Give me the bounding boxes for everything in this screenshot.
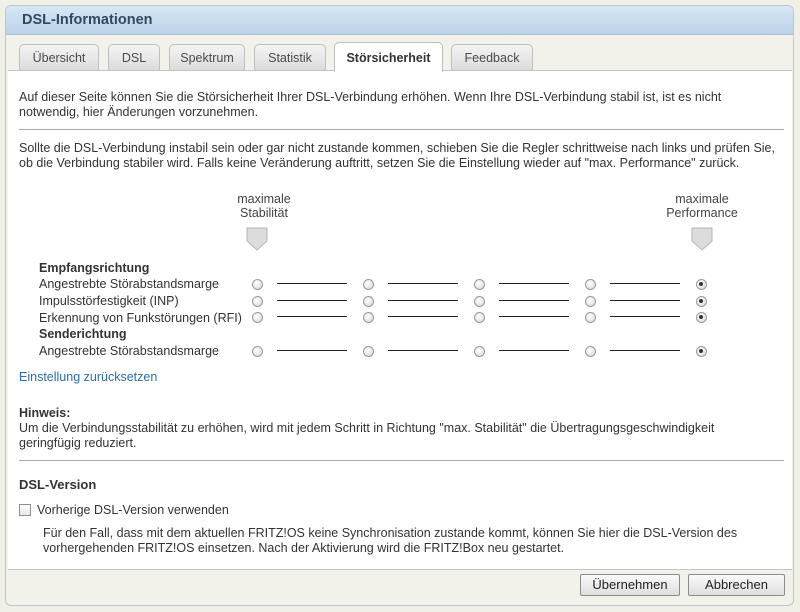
- slider-step-radio[interactable]: [363, 279, 374, 290]
- slider-track: [388, 283, 458, 284]
- scale-label-stability-line1: maximale: [237, 192, 291, 206]
- slider-track: [277, 316, 347, 317]
- hint-title: Hinweis:: [19, 406, 71, 420]
- tab-dsl[interactable]: DSL: [108, 44, 160, 70]
- slider-track: [610, 300, 680, 301]
- slider-track: [388, 350, 458, 351]
- hint-text: Um die Verbindungsstabilität zu erhöhen, wird mit jedem Schritt in Richtung "max. Stabilität" die Übertragungsgeschwindigkeit geringfügig reduziert.: [19, 421, 715, 450]
- apply-button[interactable]: Übernehmen: [580, 574, 680, 596]
- slider-step-radio[interactable]: [696, 312, 707, 323]
- dsl-version-description: Für den Fall, dass mit dem aktuellen FRITZ!OS keine Synchronisation zustande kommt, können Sie hier die DSL-Version des vorhergehenden FRITZ!OS einsetzen. Nach der Aktivierung wird die FRITZ!Box neu gestartet.: [43, 526, 738, 555]
- slider-step-radio[interactable]: [696, 296, 707, 307]
- divider: [19, 460, 784, 461]
- slider-step-radio[interactable]: [474, 346, 485, 357]
- slider-step-radio[interactable]: [696, 279, 707, 290]
- scale-label-performance-line1: maximale: [675, 192, 729, 206]
- slider-step-radio[interactable]: [363, 312, 374, 323]
- content-panel: [8, 70, 792, 570]
- tab-statistik[interactable]: Statistik: [254, 44, 326, 70]
- divider: [19, 129, 784, 130]
- scale-label-stability: [219, 192, 309, 220]
- slider-track: [610, 350, 680, 351]
- section-send: Senderichtung: [39, 327, 127, 341]
- performance-marker-icon: [691, 227, 713, 251]
- slider-label-inp: Impulsstörfestigkeit (INP): [39, 294, 179, 308]
- previous-dsl-version-checkbox[interactable]: [19, 504, 31, 516]
- slider-step-radio[interactable]: [585, 296, 596, 307]
- slider-track: [499, 350, 569, 351]
- window-title: DSL-Informationen: [22, 12, 153, 28]
- stability-marker-icon: [246, 227, 268, 251]
- slider-step-radio[interactable]: [474, 296, 485, 307]
- intro-text: Auf dieser Seite können Sie die Störsicherheit Ihrer DSL-Verbindung erhöhen. Wenn Ihre DSL-Verbindung stabil ist, ist es nicht notwendig, hier Änderungen vorzunehmen.: [19, 90, 722, 119]
- previous-dsl-version-label[interactable]: Vorherige DSL-Version verwenden: [37, 503, 229, 517]
- slider-track: [610, 316, 680, 317]
- dsl-version-title: DSL-Version: [19, 477, 97, 492]
- scale-label-performance-line2: Performance: [666, 206, 738, 220]
- slider-label-send-snr: Angestrebte Störabstandsmarge: [39, 344, 219, 358]
- slider-label-receive-snr: Angestrebte Störabstandsmarge: [39, 277, 219, 291]
- slider-track: [277, 350, 347, 351]
- scale-label-performance: [657, 192, 747, 220]
- slider-track: [388, 316, 458, 317]
- dsl-info-window: [5, 5, 794, 606]
- tab-uebersicht[interactable]: Übersicht: [19, 44, 99, 70]
- slider-track: [499, 283, 569, 284]
- slider-track: [610, 283, 680, 284]
- slider-step-radio[interactable]: [474, 312, 485, 323]
- instructions-text: Sollte die DSL-Verbindung instabil sein oder gar nicht zustande kommen, schieben Sie die Regler schrittweise nach links und prüfen Sie, ob die Verbindung stabiler wird. Falls keine Veränderung auftritt, setzen Sie die Einstellung wieder auf "max. Performance" zurück.: [19, 141, 775, 170]
- section-receive: Empfangsrichtung: [39, 261, 150, 275]
- slider-step-radio[interactable]: [252, 346, 263, 357]
- slider-track: [388, 300, 458, 301]
- slider-step-radio[interactable]: [585, 346, 596, 357]
- slider-track: [499, 300, 569, 301]
- slider-step-radio[interactable]: [363, 296, 374, 307]
- slider-track: [277, 283, 347, 284]
- slider-step-radio[interactable]: [585, 312, 596, 323]
- slider-step-radio[interactable]: [363, 346, 374, 357]
- title-bar: [6, 6, 793, 35]
- reset-settings-link[interactable]: Einstellung zurücksetzen: [19, 370, 158, 384]
- scale-label-stability-line2: Stabilität: [240, 206, 288, 220]
- slider-track: [499, 316, 569, 317]
- tab-spektrum[interactable]: Spektrum: [169, 44, 245, 70]
- slider-step-radio[interactable]: [252, 279, 263, 290]
- tab-feedback[interactable]: Feedback: [451, 44, 533, 70]
- slider-step-radio[interactable]: [585, 279, 596, 290]
- slider-step-radio[interactable]: [252, 296, 263, 307]
- slider-track: [277, 300, 347, 301]
- slider-step-radio[interactable]: [696, 346, 707, 357]
- tab-stoersicherheit[interactable]: Störsicherheit: [334, 42, 443, 72]
- slider-step-radio[interactable]: [474, 279, 485, 290]
- slider-step-radio[interactable]: [252, 312, 263, 323]
- cancel-button[interactable]: Abbrechen: [688, 574, 785, 596]
- slider-label-rfi: Erkennung von Funkstörungen (RFI): [39, 311, 242, 325]
